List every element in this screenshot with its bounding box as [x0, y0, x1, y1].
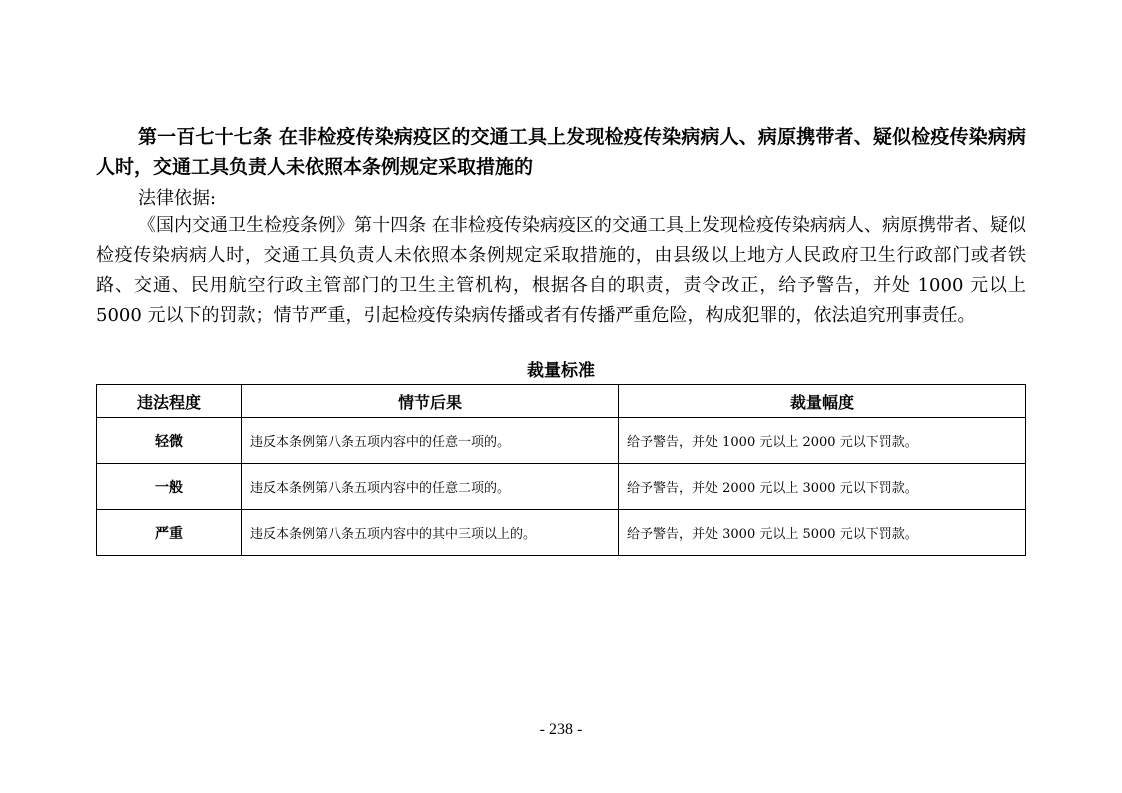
table-row — [97, 418, 1026, 464]
table-title: 裁量标准 — [527, 361, 595, 381]
header-violation-level: 违法程度 — [97, 385, 242, 418]
row-level: 一般 — [97, 464, 242, 510]
header-circumstances: 情节后果 — [242, 385, 619, 418]
table-row — [97, 464, 1026, 510]
row-penalty: 给予警告，并处 2000 元以上 3000 元以下罚款。 — [619, 464, 1026, 510]
legal-basis-text: 《国内交通卫生检疫条例》第十四条 在非检疫传染病疫区的交通工具上发现检疫传染病病人、病原携带者、疑似检疫传染病病人时，交通工具负责人未依照本条例规定采取措施的，由县级以上地方人民政府卫生行政部门或者铁路、交通、民用航空行政主管部门的卫生主管机构，根据各自的职责，责令改正，给予警告，并处 1000 元以上 5000 元以下的罚款；情节严重，引起检疫传染病传播或者有传播严重危险，构成犯罪的，依法追究刑事责任。 — [96, 215, 1026, 326]
page-number: - 238 - — [539, 721, 583, 738]
row-circumstance: 违反本条例第八条五项内容中的任意一项的。 — [242, 418, 619, 464]
row-level: 严重 — [97, 510, 242, 556]
discretion-standards-table — [96, 384, 1026, 556]
row-penalty: 给予警告，并处 1000 元以上 2000 元以下罚款。 — [619, 418, 1026, 464]
table-header-row — [97, 385, 1026, 418]
header-penalty-range: 裁量幅度 — [619, 385, 1026, 418]
row-circumstance: 违反本条例第八条五项内容中的任意二项的。 — [242, 464, 619, 510]
article-title: 第一百七十七条 在非检疫传染病疫区的交通工具上发现检疫传染病病人、病原携带者、疑似检疫传染病病人时，交通工具负责人未依照本条例规定采取措施的 — [96, 126, 1026, 178]
row-level: 轻微 — [97, 418, 242, 464]
row-circumstance: 违反本条例第八条五项内容中的其中三项以上的。 — [242, 510, 619, 556]
legal-basis-label: 法律依据: — [138, 188, 217, 209]
row-penalty: 给予警告，并处 3000 元以上 5000 元以下罚款。 — [619, 510, 1026, 556]
table-row — [97, 510, 1026, 556]
